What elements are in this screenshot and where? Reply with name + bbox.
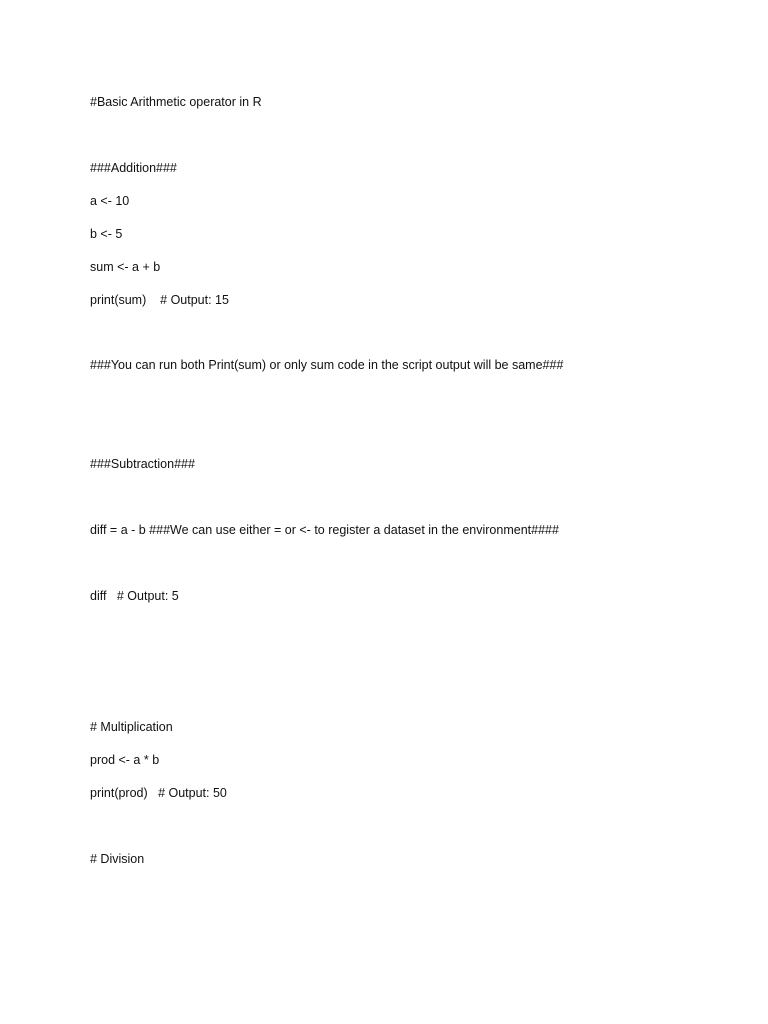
- code-line: sum <- a + b: [90, 260, 161, 274]
- section-heading-subtraction: ###Subtraction###: [90, 457, 195, 471]
- section-heading-addition: ###Addition###: [90, 161, 177, 175]
- section-heading-division: # Division: [90, 852, 145, 866]
- section-heading-multiplication: # Multiplication: [90, 720, 173, 734]
- doc-title: #Basic Arithmetic operator in R: [90, 95, 262, 109]
- code-line: a <- 10: [90, 194, 130, 208]
- code-line: diff # Output: 5: [90, 589, 179, 603]
- code-line: b <- 5: [90, 227, 123, 241]
- code-line: print(prod) # Output: 50: [90, 786, 227, 800]
- code-line: diff = a - b ###We can use either = or <- to register a dataset in the environment####: [90, 523, 559, 537]
- code-line: print(sum) # Output: 15: [90, 293, 229, 307]
- note-line: ###You can run both Print(sum) or only sum code in the script output will be same###: [90, 358, 564, 372]
- code-line: prod <- a * b: [90, 753, 160, 767]
